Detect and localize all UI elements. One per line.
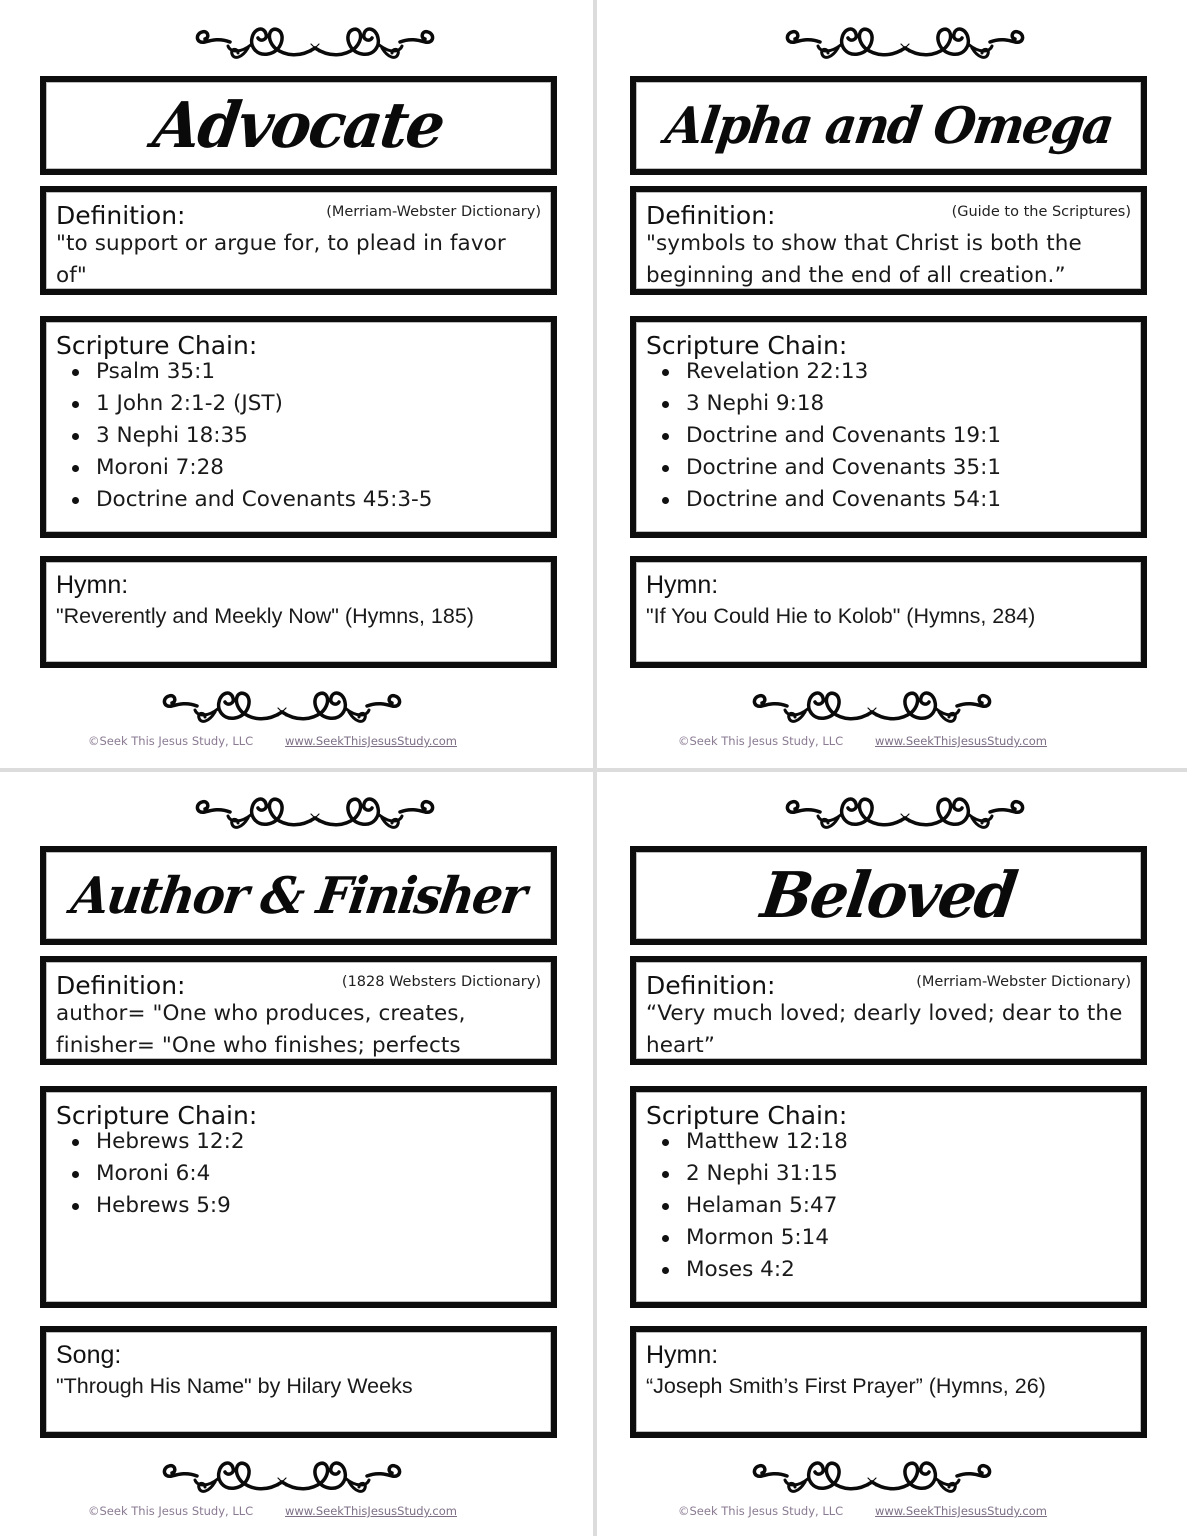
scripture-reference-text: 1 John 2:1-2 (JST) — [96, 391, 283, 416]
definition-source: (Guide to the Scriptures) — [951, 204, 1131, 220]
scripture-reference — [56, 1190, 245, 1222]
study-card-alpha-and-omega — [590, 0, 1180, 768]
scripture-reference — [646, 452, 1001, 484]
definition-label: Definition: — [56, 971, 186, 1000]
scripture-reference — [646, 420, 1001, 452]
definition-text: author= "One who produces, creates, finisher= "One who finishes; perfects — [56, 1001, 466, 1058]
bullet-icon — [662, 369, 669, 376]
website-link[interactable]: www.SeekThisJesusStudy.com — [285, 1504, 457, 1518]
scripture-reference — [56, 452, 432, 484]
bullet-icon — [72, 497, 79, 504]
title-box — [630, 846, 1147, 945]
scripture-list — [646, 1126, 848, 1286]
card-title: Alpha and Omega — [661, 96, 1116, 155]
card-title: Advocate — [148, 88, 449, 163]
music-text: "If You Could Hie to Kolob" (Hymns, 284) — [646, 604, 1036, 628]
scripture-reference — [56, 388, 432, 420]
definition-text: "to support or argue for, to plead in favor of" — [56, 231, 506, 288]
music-label: Hymn: — [56, 571, 129, 599]
scripture-reference-text: 3 Nephi 9:18 — [686, 391, 825, 416]
music-box — [630, 1326, 1147, 1438]
music-text: "Reverently and Meekly Now" (Hymns, 185) — [56, 604, 474, 628]
flourish-ornament-icon — [157, 682, 407, 732]
website-link[interactable]: www.SeekThisJesusStudy.com — [285, 734, 457, 748]
card-title: Beloved — [756, 858, 1021, 933]
scripture-chain-label: Scripture Chain: — [646, 331, 848, 360]
definition-box — [40, 186, 557, 295]
definition-label: Definition: — [646, 201, 776, 230]
scripture-reference-text: Doctrine and Covenants 35:1 — [686, 455, 1002, 480]
music-box — [40, 556, 557, 668]
music-box — [630, 556, 1147, 668]
definition-source: (Merriam-Webster Dictionary) — [916, 974, 1131, 990]
scripture-reference — [56, 356, 432, 388]
scripture-reference-text: Psalm 35:1 — [96, 359, 215, 384]
scripture-reference-text: Doctrine and Covenants 54:1 — [686, 487, 1002, 512]
music-box — [40, 1326, 557, 1438]
music-text: "Through His Name" by Hilary Weeks — [56, 1374, 413, 1398]
copyright-text: ©Seek This Jesus Study, LLC — [88, 734, 254, 748]
scripture-list — [646, 356, 1001, 516]
scripture-reference-text: Moroni 7:28 — [96, 455, 224, 480]
scripture-reference — [56, 420, 432, 452]
scripture-list — [56, 356, 432, 516]
card-footer — [678, 1504, 1098, 1522]
scripture-chain-box — [630, 316, 1147, 538]
scripture-reference-text: Moses 4:2 — [686, 1257, 795, 1282]
scripture-reference — [56, 484, 432, 516]
title-box — [40, 846, 557, 945]
flourish-ornament-icon — [157, 1452, 407, 1502]
scripture-chain-box — [630, 1086, 1147, 1308]
scripture-reference — [646, 484, 1001, 516]
website-link[interactable]: www.SeekThisJesusStudy.com — [875, 734, 1047, 748]
scripture-reference-text: Helaman 5:47 — [686, 1193, 838, 1218]
music-label: Song: — [56, 1341, 122, 1369]
music-text: “Joseph Smith’s First Prayer” (Hymns, 26) — [646, 1374, 1046, 1398]
definition-text: “Very much loved; dearly loved; dear to the heart” — [646, 1001, 1123, 1058]
bullet-icon — [662, 1267, 669, 1274]
bullet-icon — [662, 401, 669, 408]
bullet-icon — [662, 1203, 669, 1210]
bullet-icon — [72, 1171, 79, 1178]
scripture-reference-text: 2 Nephi 31:15 — [686, 1161, 838, 1186]
card-footer — [678, 734, 1098, 752]
study-card-advocate — [0, 0, 590, 768]
flourish-ornament-icon — [190, 788, 440, 838]
copyright-text: ©Seek This Jesus Study, LLC — [88, 1504, 254, 1518]
music-label: Hymn: — [646, 571, 719, 599]
scripture-reference-text: Doctrine and Covenants 19:1 — [686, 423, 1002, 448]
scripture-reference-text: Doctrine and Covenants 45:3-5 — [96, 487, 433, 512]
scripture-reference-text: Hebrews 5:9 — [96, 1193, 231, 1218]
study-card-beloved — [590, 770, 1180, 1538]
scripture-reference — [646, 356, 1001, 388]
flourish-ornament-icon — [780, 18, 1030, 68]
bullet-icon — [662, 1139, 669, 1146]
definition-box — [630, 956, 1147, 1065]
copyright-text: ©Seek This Jesus Study, LLC — [678, 1504, 844, 1518]
title-box — [40, 76, 557, 175]
flourish-ornament-icon — [747, 1452, 997, 1502]
copyright-text: ©Seek This Jesus Study, LLC — [678, 734, 844, 748]
bullet-icon — [72, 433, 79, 440]
bullet-icon — [72, 465, 79, 472]
definition-label: Definition: — [646, 971, 776, 1000]
website-link[interactable]: www.SeekThisJesusStudy.com — [875, 1504, 1047, 1518]
scripture-reference — [56, 1126, 245, 1158]
scripture-reference — [646, 1190, 848, 1222]
scripture-reference-text: Moroni 6:4 — [96, 1161, 211, 1186]
scripture-list — [56, 1126, 245, 1222]
bullet-icon — [662, 497, 669, 504]
scripture-reference — [646, 1254, 848, 1286]
scripture-chain-box — [40, 316, 557, 538]
bullet-icon — [662, 1235, 669, 1242]
scripture-reference-text: Matthew 12:18 — [686, 1129, 848, 1154]
scripture-chain-label: Scripture Chain: — [56, 1101, 258, 1130]
definition-box — [40, 956, 557, 1065]
scripture-reference — [646, 388, 1001, 420]
bullet-icon — [72, 401, 79, 408]
title-box — [630, 76, 1147, 175]
definition-label: Definition: — [56, 201, 186, 230]
scripture-reference — [646, 1158, 848, 1190]
bullet-icon — [662, 433, 669, 440]
definition-source: (Merriam-Webster Dictionary) — [326, 204, 541, 220]
flourish-ornament-icon — [747, 682, 997, 732]
card-footer — [88, 734, 508, 752]
scripture-reference-text: Revelation 22:13 — [686, 359, 869, 384]
bullet-icon — [72, 369, 79, 376]
scripture-reference-text: Mormon 5:14 — [686, 1225, 830, 1250]
bullet-icon — [662, 465, 669, 472]
scripture-reference — [56, 1158, 245, 1190]
bullet-icon — [662, 1171, 669, 1178]
scripture-chain-label: Scripture Chain: — [646, 1101, 848, 1130]
scripture-reference-text: 3 Nephi 18:35 — [96, 423, 248, 448]
definition-text: "symbols to show that Christ is both the beginning and the end of all creation.” — [646, 231, 1082, 288]
music-label: Hymn: — [646, 1341, 719, 1369]
scripture-reference-text: Hebrews 12:2 — [96, 1129, 245, 1154]
definition-source: (1828 Websters Dictionary) — [341, 974, 541, 990]
scripture-reference — [646, 1222, 848, 1254]
study-card-author-and-finisher — [0, 770, 590, 1538]
scripture-chain-label: Scripture Chain: — [56, 331, 258, 360]
bullet-icon — [72, 1139, 79, 1146]
flourish-ornament-icon — [780, 788, 1030, 838]
scripture-reference — [646, 1126, 848, 1158]
card-footer — [88, 1504, 508, 1522]
scripture-chain-box — [40, 1086, 557, 1308]
definition-box — [630, 186, 1147, 295]
flourish-ornament-icon — [190, 18, 440, 68]
bullet-icon — [72, 1203, 79, 1210]
card-title: Author & Finisher — [68, 866, 529, 925]
